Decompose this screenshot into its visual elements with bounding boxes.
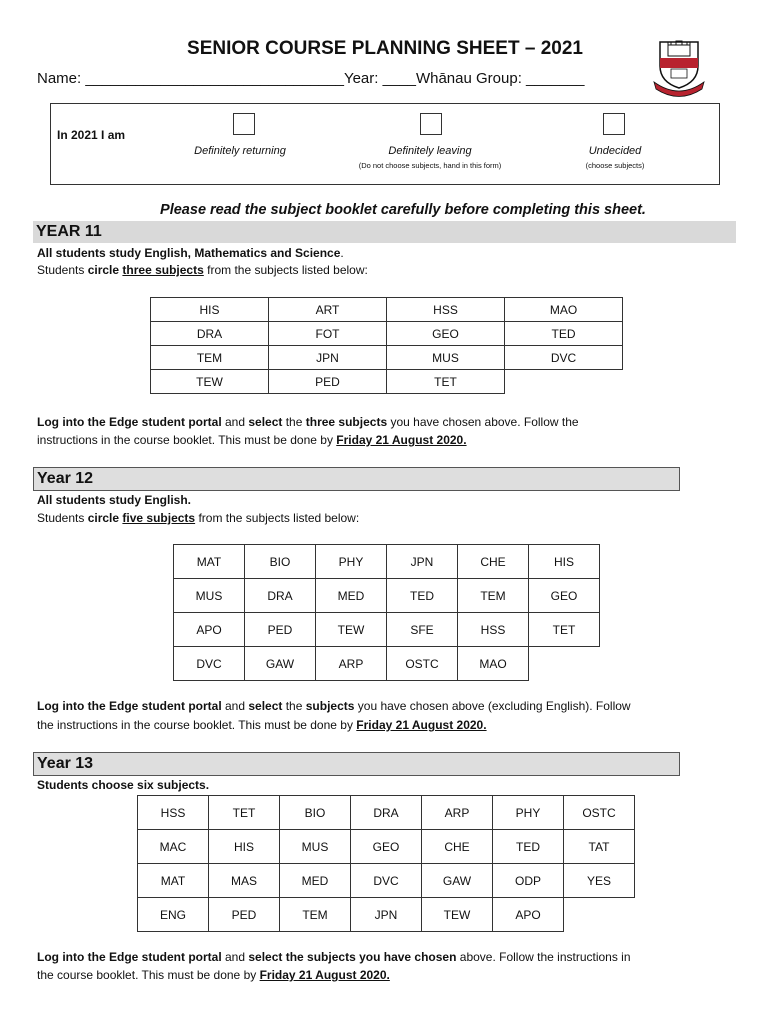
subject-cell[interactable]: HSS (387, 298, 505, 322)
subject-cell[interactable]: OSTC (564, 796, 635, 830)
subject-cell[interactable]: HIS (209, 830, 280, 864)
subject-cell[interactable]: TET (529, 613, 600, 647)
crest-book (671, 69, 687, 78)
subject-cell[interactable]: TED (505, 322, 623, 346)
year13-subject-table (137, 795, 635, 932)
subject-cell[interactable]: TET (387, 370, 505, 394)
subject-cell[interactable]: DVC (351, 864, 422, 898)
page-title: SENIOR COURSE PLANNING SHEET – 2021 (187, 38, 583, 59)
crest-castle (668, 45, 690, 56)
year11-subject-table (150, 297, 623, 394)
year12-deadline: Friday 21 August 2020. (356, 718, 487, 732)
subject-cell[interactable]: TET (209, 796, 280, 830)
crest-band (660, 58, 698, 68)
year11-heading: YEAR 11 (33, 221, 736, 243)
year11-deadline: Friday 21 August 2020. (336, 433, 467, 447)
year12-core-note: All students study English. (37, 493, 192, 507)
subject-cell[interactable]: PED (209, 898, 280, 932)
subject-cell[interactable]: BIO (245, 545, 316, 579)
year13-heading: Year 13 (33, 752, 680, 776)
subject-cell[interactable]: TEW (422, 898, 493, 932)
subject-cell[interactable]: MAO (505, 298, 623, 322)
subject-cell[interactable]: MAO (458, 647, 529, 681)
subject-cell[interactable]: MAC (138, 830, 209, 864)
subject-cell[interactable]: APO (174, 613, 245, 647)
definitely-leaving-note: (Do not choose subjects, hand in this form) (358, 161, 502, 170)
subject-cell[interactable]: HIS (151, 298, 269, 322)
empty-cell (505, 370, 623, 394)
subject-cell[interactable]: HSS (138, 796, 209, 830)
undecided-note: (choose subjects) (585, 161, 645, 170)
subject-cell[interactable]: PHY (316, 545, 387, 579)
subject-cell[interactable]: GEO (529, 579, 600, 613)
subject-cell[interactable]: GEO (387, 322, 505, 346)
subject-cell[interactable]: GEO (351, 830, 422, 864)
subject-cell[interactable]: ARP (422, 796, 493, 830)
subject-cell[interactable]: JPN (387, 545, 458, 579)
subject-cell[interactable]: DVC (505, 346, 623, 370)
year11-portal-instruction: Log into the Edge student portal and select the three subjects you have chosen above. Follow the (37, 415, 579, 429)
subject-cell[interactable]: DRA (151, 322, 269, 346)
subject-cell[interactable]: JPN (351, 898, 422, 932)
subject-cell[interactable]: OSTC (387, 647, 458, 681)
subject-cell[interactable]: HSS (458, 613, 529, 647)
subject-cell[interactable]: ARP (316, 647, 387, 681)
year12-subject-table (173, 544, 600, 681)
year11-circle-instruction: Students circle three subjects from the subjects listed below: (37, 263, 368, 277)
subject-cell[interactable]: PHY (493, 796, 564, 830)
booklet-instruction: Please read the subject booklet carefully before completing this sheet. (160, 202, 646, 218)
school-crest-icon (652, 36, 706, 98)
empty-cell (564, 898, 635, 932)
subject-cell[interactable]: MED (280, 864, 351, 898)
subject-cell[interactable]: MAS (209, 864, 280, 898)
subject-cell[interactable]: TED (387, 579, 458, 613)
subject-cell[interactable]: ODP (493, 864, 564, 898)
subject-cell[interactable]: MUS (174, 579, 245, 613)
subject-cell[interactable]: TEW (316, 613, 387, 647)
subject-cell[interactable]: MUS (387, 346, 505, 370)
definitely-returning-checkbox[interactable] (233, 113, 255, 135)
subject-cell[interactable]: GAW (245, 647, 316, 681)
definitely-returning-label: Definitely returning (194, 145, 286, 157)
year12-heading: Year 12 (33, 467, 680, 491)
year13-deadline: Friday 21 August 2020. (259, 968, 390, 982)
subject-cell[interactable]: TEM (280, 898, 351, 932)
name-year-whanau-line: Name: _______________________________Year: ____Whānau Group: _______ (37, 70, 585, 87)
subject-cell[interactable]: CHE (458, 545, 529, 579)
subject-cell[interactable]: TEM (458, 579, 529, 613)
undecided-label: Undecided (588, 145, 642, 157)
subject-cell[interactable]: DRA (245, 579, 316, 613)
subject-cell[interactable]: PED (269, 370, 387, 394)
subject-cell[interactable]: JPN (269, 346, 387, 370)
subject-cell[interactable]: APO (493, 898, 564, 932)
subject-cell[interactable]: CHE (422, 830, 493, 864)
definitely-leaving-checkbox[interactable] (420, 113, 442, 135)
subject-cell[interactable]: MED (316, 579, 387, 613)
year11-core-note: All students study English, Mathematics and Science. (37, 246, 344, 260)
year11-deadline-line: instructions in the course booklet. This must be done by Friday 21 August 2020. (37, 433, 467, 447)
subject-cell[interactable]: MUS (280, 830, 351, 864)
subject-cell[interactable]: ART (269, 298, 387, 322)
subject-cell[interactable]: MAT (174, 545, 245, 579)
definitely-leaving-label: Definitely leaving (388, 145, 472, 157)
year13-portal-instruction: Log into the Edge student portal and select the subjects you have chosen above. Follow the instructions in (37, 950, 631, 964)
subject-cell[interactable]: GAW (422, 864, 493, 898)
subject-cell[interactable]: BIO (280, 796, 351, 830)
subject-cell[interactable]: TEW (151, 370, 269, 394)
undecided-checkbox[interactable] (603, 113, 625, 135)
year12-portal-instruction: Log into the Edge student portal and select the subjects you have chosen above (excluding English). Follow (37, 699, 631, 713)
subject-cell[interactable]: ENG (138, 898, 209, 932)
year12-deadline-line: the instructions in the course booklet. This must be done by Friday 21 August 2020. (37, 718, 487, 732)
subject-cell[interactable]: SFE (387, 613, 458, 647)
subject-cell[interactable]: TEM (151, 346, 269, 370)
subject-cell[interactable]: HIS (529, 545, 600, 579)
subject-cell[interactable]: TAT (564, 830, 635, 864)
status-label: In 2021 I am (57, 128, 126, 142)
year13-deadline-line: the course booklet. This must be done by Friday 21 August 2020. (37, 968, 390, 982)
subject-cell[interactable]: FOT (269, 322, 387, 346)
subject-cell[interactable]: PED (245, 613, 316, 647)
subject-cell[interactable]: DRA (351, 796, 422, 830)
year13-choose-note: Students choose six subjects. (37, 778, 210, 792)
year12-circle-instruction: Students circle five subjects from the subjects listed below: (37, 511, 360, 525)
subject-cell[interactable]: YES (564, 864, 635, 898)
subject-cell[interactable]: DVC (174, 647, 245, 681)
subject-cell[interactable]: MAT (138, 864, 209, 898)
subject-cell[interactable]: TED (493, 830, 564, 864)
empty-cell (529, 647, 600, 681)
